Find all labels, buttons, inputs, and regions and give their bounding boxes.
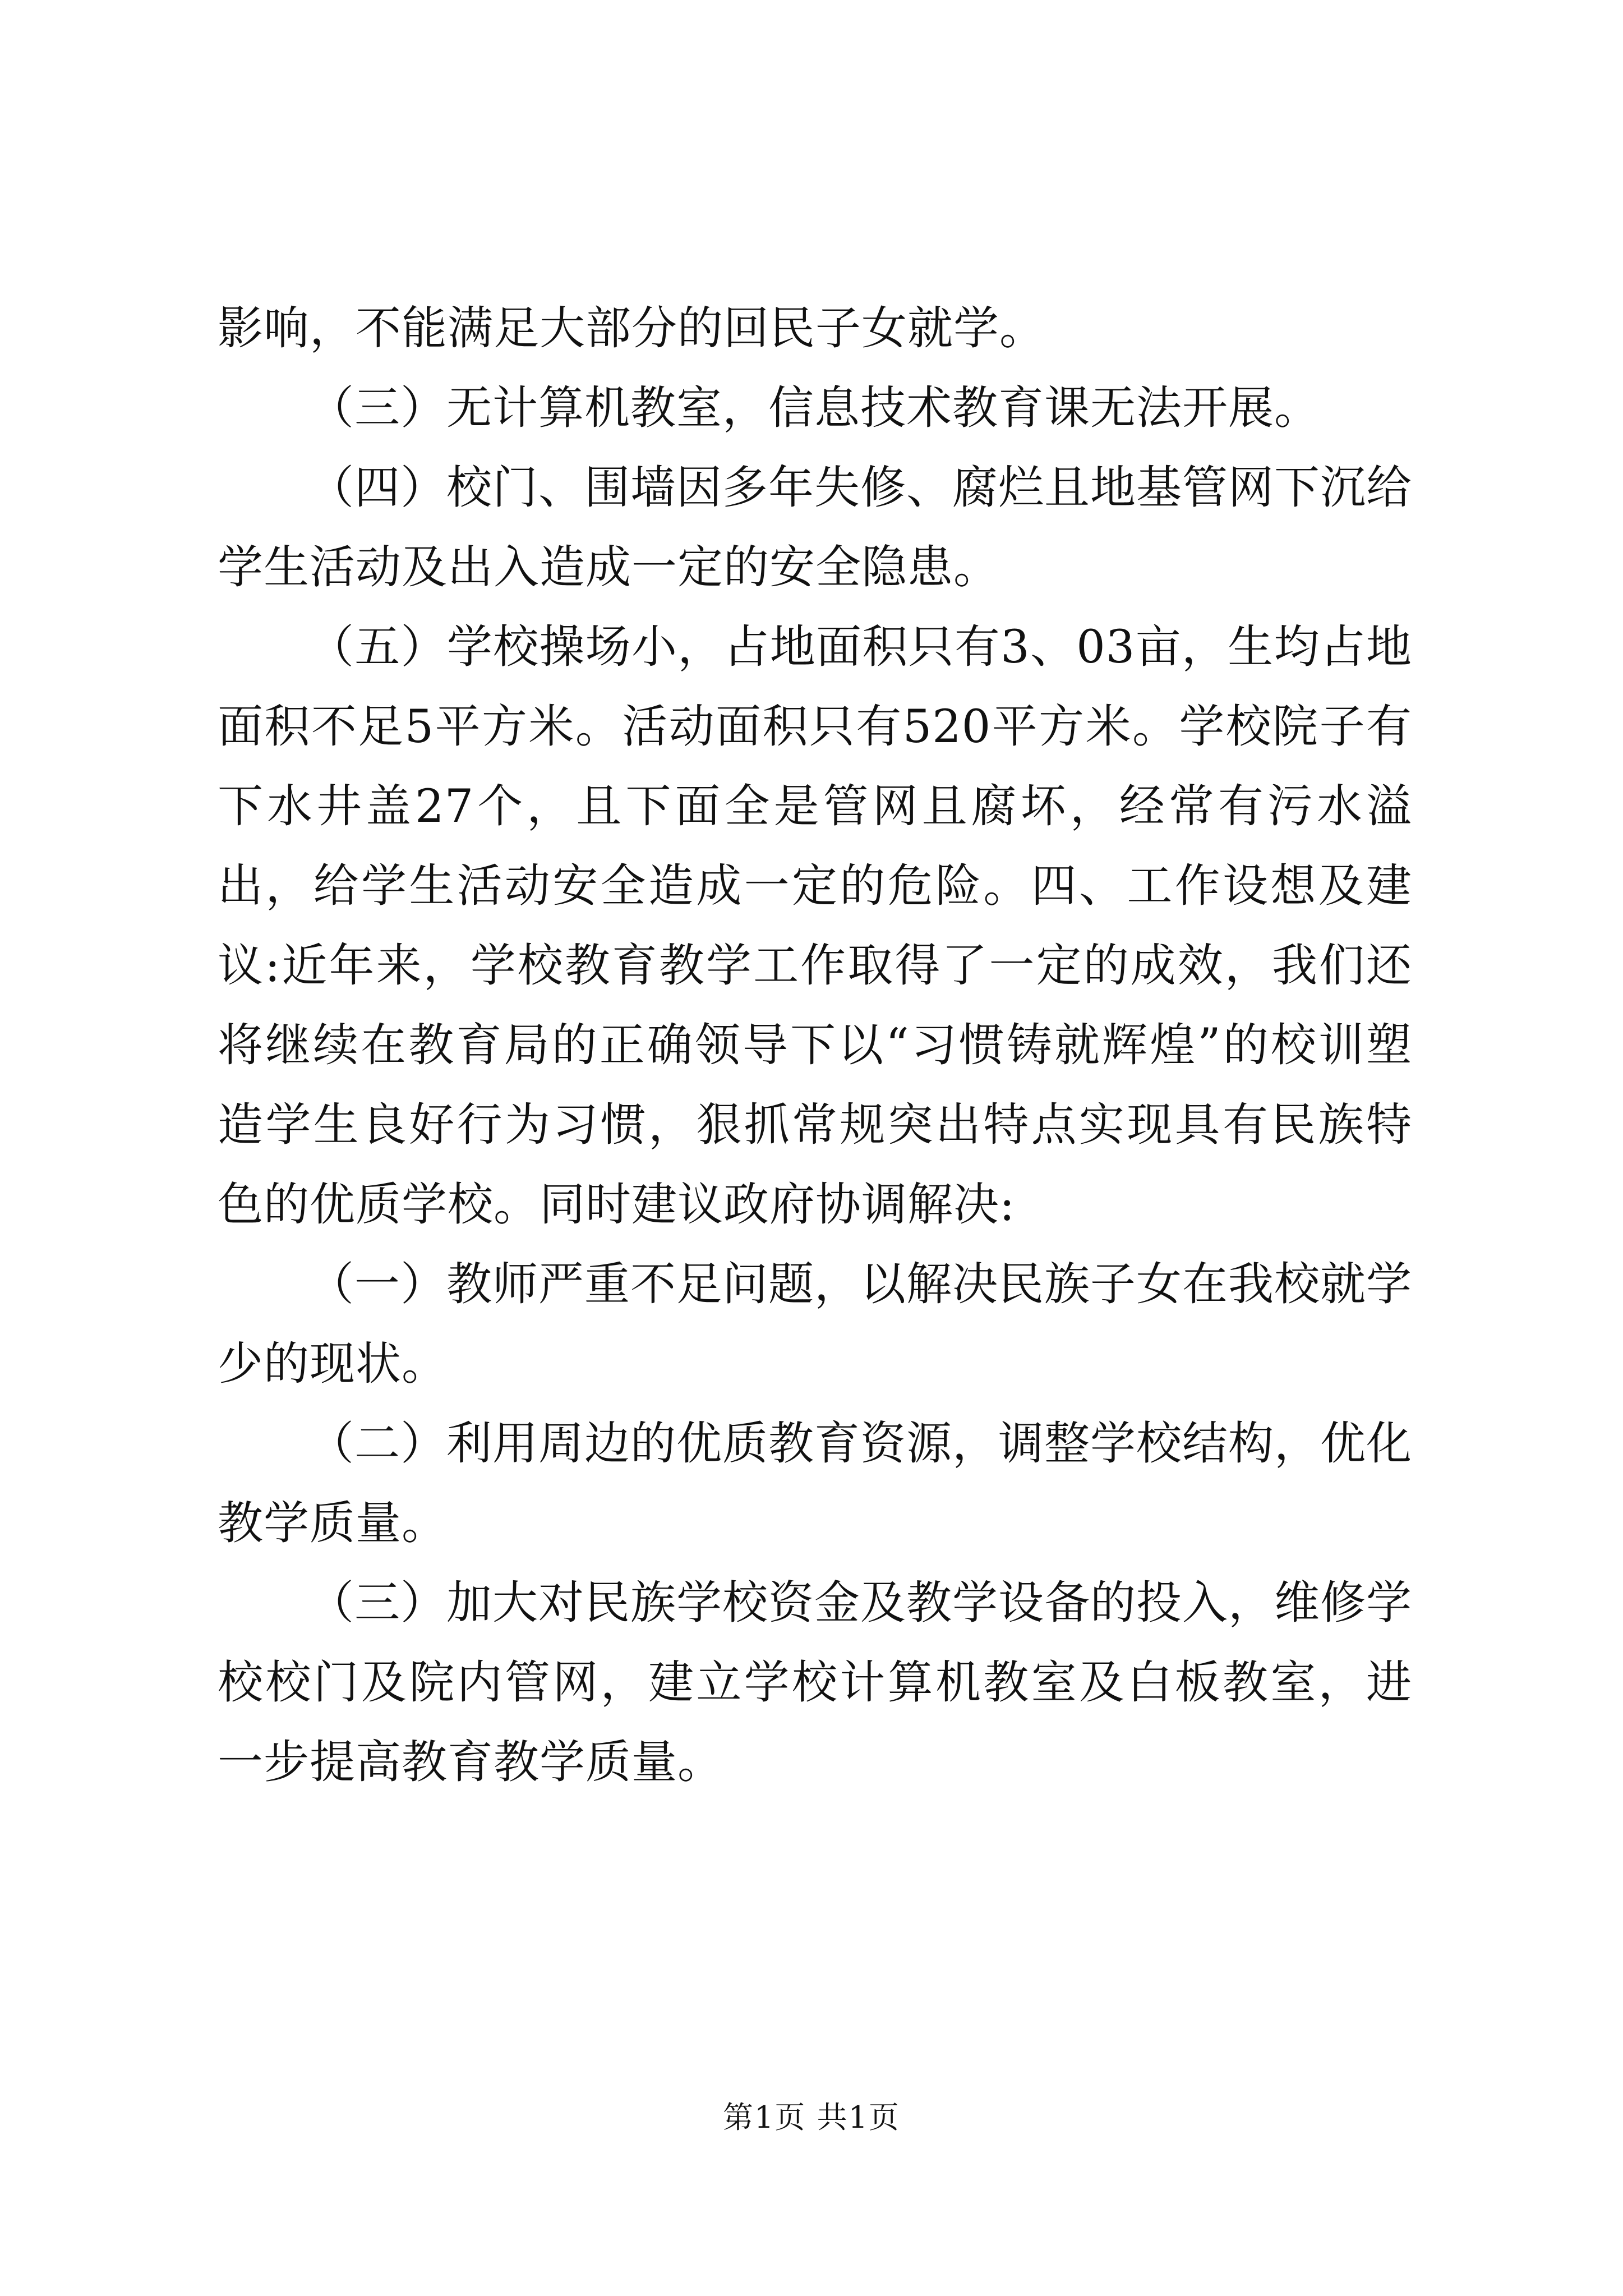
paragraph-item-3-computer-room: （三）无计算机教室，信息技术教育课无法开展。 <box>308 382 1321 435</box>
paragraph-item-5-playground: （五）学校操场小，占地面积只有3、03亩，生均占地面积不足5平方米。活动面积只有520平方米。学校院子有下水井盖27个，且下面全是管网且腐坏，经常有污水溢出，给学生活动安全造成一定的危险。四、工作设想及建议:近年来，学校教育教学工作取得了一定的成效，我们还将继续在教育局的正确领导下以“习惯铸就辉煌”的校训塑造学生良好行为习惯，狠抓常规突出特点实现具有民族特色的优质学校。同时建议政府协调解决: <box>218 621 1412 1231</box>
paragraph-item-4-gate-wall: （四）校门、围墙因多年失修、腐烂且地基管网下沉给学生活动及出入造成一定的安全隐患。 <box>218 462 1413 594</box>
paragraph-suggestion-3: （三）加大对民族学校资金及教学设备的投入，维修学校校门及院内管网，建立学校计算机教室及白板教室，进一步提高教育教学质量。 <box>218 1577 1413 1789</box>
paragraph-continuation: 影响，不能满足大部分的回民子女就学。 <box>218 302 1046 355</box>
paragraph-suggestion-1: （一）教师严重不足问题，以解决民族子女在我校就学少的现状。 <box>218 1258 1413 1391</box>
page-footer: 第1页 共1页 <box>723 2100 900 2135</box>
paragraph-suggestion-2: （二）利用周边的优质教育资源，调整学校结构，优化教学质量。 <box>218 1418 1413 1550</box>
document-body <box>218 289 1412 1802</box>
